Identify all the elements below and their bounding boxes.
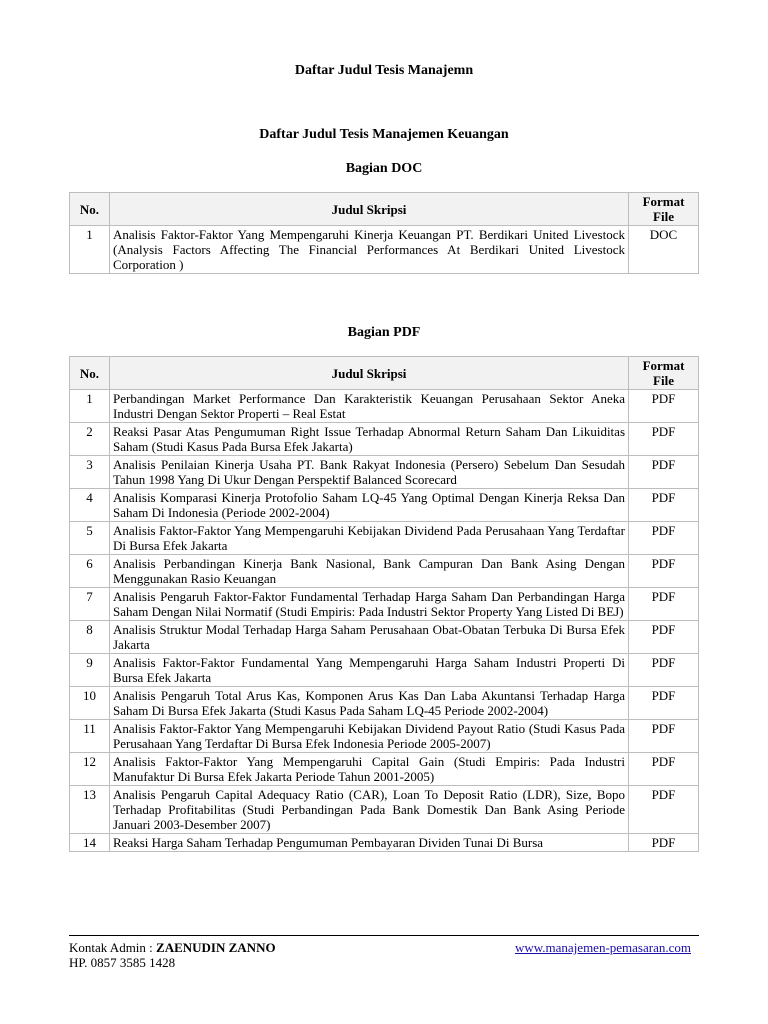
- row-format: PDF: [629, 753, 699, 786]
- table-row: [70, 621, 699, 654]
- row-format: PDF: [629, 621, 699, 654]
- doc-table: [69, 192, 699, 274]
- table-row: [70, 489, 699, 522]
- row-title: Analisis Faktor-Faktor Yang Mempengaruhi Capital Gain (Studi Empiris: Pada Industri Manufaktur Di Bursa Efek Jakarta Periode Tahun 2001-2005): [110, 753, 629, 786]
- row-format: PDF: [629, 720, 699, 753]
- header-format-line1: Format: [642, 194, 685, 209]
- table-header-row: [70, 193, 699, 226]
- row-number: 13: [70, 786, 110, 834]
- row-format: PDF: [629, 390, 699, 423]
- header-format-line2: File: [653, 209, 674, 224]
- row-title: Analisis Penilaian Kinerja Usaha PT. Bank Rakyat Indonesia (Persero) Sebelum Dan Sesudah Tahun 1998 Yang Di Ukur Dengan Perspektif Balanced Scorecard: [110, 456, 629, 489]
- table-row: [70, 687, 699, 720]
- row-title: Analisis Faktor-Faktor Yang Mempengaruhi Kebijakan Dividend Payout Ratio (Studi Kasus Pada Perusahaan Yang Terdaftar Di Bursa Efek Indonesia Periode 2005-2007): [110, 720, 629, 753]
- row-number: 10: [70, 687, 110, 720]
- row-number: 11: [70, 720, 110, 753]
- pdf-table: [69, 356, 699, 852]
- table-row: [70, 834, 699, 852]
- row-title: Analisis Pengaruh Total Arus Kas, Komponen Arus Kas Dan Laba Akuntansi Terhadap Harga Saham Di Bursa Efek Jakarta (Studi Kasus Pada Saham LQ-45 Periode 2002-2004): [110, 687, 629, 720]
- table-header-row: [70, 357, 699, 390]
- row-title: Analisis Perbandingan Kinerja Bank Nasional, Bank Campuran Dan Bank Asing Dengan Menggunakan Rasio Keuangan: [110, 555, 629, 588]
- row-format: PDF: [629, 834, 699, 852]
- table-row: [70, 390, 699, 423]
- row-format: PDF: [629, 423, 699, 456]
- row-title: Analisis Faktor-Faktor Yang Mempengaruhi Kebijakan Dividend Pada Perusahaan Yang Terdaftar Di Bursa Efek Jakarta: [110, 522, 629, 555]
- row-title: Analisis Faktor-Faktor Yang Mempengaruhi Kinerja Keuangan PT. Berdikari United Livestock (Analysis Factors Affecting The Financial Performances At Berdikari United Livestock Corporation ): [110, 226, 629, 274]
- table-row: [70, 786, 699, 834]
- pdf-section-heading: Bagian PDF: [347, 325, 421, 340]
- table-row: [70, 423, 699, 456]
- header-no: No.: [70, 357, 110, 390]
- row-number: 9: [70, 654, 110, 687]
- row-title: Analisis Pengaruh Faktor-Faktor Fundamental Terhadap Harga Saham Dan Perbandingan Harga Saham Dengan Nilai Normatif (Studi Empiris: Pada Industri Sektor Property Yang Listed Di BEJ): [110, 588, 629, 621]
- header-format: [629, 193, 699, 226]
- row-format: PDF: [629, 555, 699, 588]
- header-format-line1: Format: [642, 358, 685, 373]
- admin-name: ZAENUDIN ZANNO: [156, 940, 276, 955]
- row-format: DOC: [629, 226, 699, 274]
- row-title: Perbandingan Market Performance Dan Karakteristik Keuangan Perusahaan Sektor Aneka Industri Dengan Sektor Properti – Real Estat: [110, 390, 629, 423]
- row-number: 8: [70, 621, 110, 654]
- row-format: PDF: [629, 522, 699, 555]
- document-title: Daftar Judul Tesis Manajemn: [294, 63, 474, 78]
- kontak-label: Kontak Admin :: [69, 940, 157, 955]
- row-title: Analisis Struktur Modal Terhadap Harga Saham Perusahaan Obat-Obatan Terbuka Di Bursa Efek Jakarta: [110, 621, 629, 654]
- footer-divider: [69, 935, 699, 936]
- row-number: 1: [70, 390, 110, 423]
- table-row: [70, 720, 699, 753]
- website-link[interactable]: www.manajemen-pemasaran.com: [514, 940, 691, 955]
- doc-section-heading: Bagian DOC: [345, 161, 423, 176]
- row-format: PDF: [629, 456, 699, 489]
- row-number: 12: [70, 753, 110, 786]
- row-number: 4: [70, 489, 110, 522]
- footer-phone: HP. 0857 3585 1428: [69, 955, 176, 970]
- header-no: No.: [70, 193, 110, 226]
- row-number: 6: [70, 555, 110, 588]
- table-row: [70, 226, 699, 274]
- row-format: PDF: [629, 786, 699, 834]
- table-row: [70, 753, 699, 786]
- header-judul: Judul Skripsi: [110, 357, 629, 390]
- row-number: 3: [70, 456, 110, 489]
- header-format: [629, 357, 699, 390]
- table-row: [70, 456, 699, 489]
- row-number: 1: [70, 226, 110, 274]
- header-format-line2: File: [653, 373, 674, 388]
- table-row: [70, 654, 699, 687]
- table-row: [70, 555, 699, 588]
- row-number: 14: [70, 834, 110, 852]
- row-number: 7: [70, 588, 110, 621]
- row-title: Reaksi Pasar Atas Pengumuman Right Issue Terhadap Abnormal Return Saham Dan Likuiditas Saham (Studi Kasus Pada Bursa Efek Jakarta): [110, 423, 629, 456]
- row-format: PDF: [629, 489, 699, 522]
- row-format: PDF: [629, 654, 699, 687]
- table-row: [70, 522, 699, 555]
- row-title: Reaksi Harga Saham Terhadap Pengumuman Pembayaran Dividen Tunai Di Bursa: [110, 834, 629, 852]
- footer: [69, 940, 699, 970]
- section-title: Daftar Judul Tesis Manajemen Keuangan: [259, 127, 509, 142]
- row-format: PDF: [629, 588, 699, 621]
- header-judul: Judul Skripsi: [110, 193, 629, 226]
- row-title: Analisis Komparasi Kinerja Protofolio Saham LQ-45 Yang Optimal Dengan Kinerja Reksa Dan Saham Di Indonesia (Periode 2002-2004): [110, 489, 629, 522]
- row-format: PDF: [629, 687, 699, 720]
- row-number: 2: [70, 423, 110, 456]
- row-title: Analisis Faktor-Faktor Fundamental Yang Mempengaruhi Harga Saham Industri Properti Di Bursa Efek Jakarta: [110, 654, 629, 687]
- row-number: 5: [70, 522, 110, 555]
- row-title: Analisis Pengaruh Capital Adequacy Ratio (CAR), Loan To Deposit Ratio (LDR), Size, Bopo Terhadap Profitabilitas (Studi Perbandingan Pada Bank Domestik Dan Bank Asing Periode Januari 2003-Desember 2007): [110, 786, 629, 834]
- table-row: [70, 588, 699, 621]
